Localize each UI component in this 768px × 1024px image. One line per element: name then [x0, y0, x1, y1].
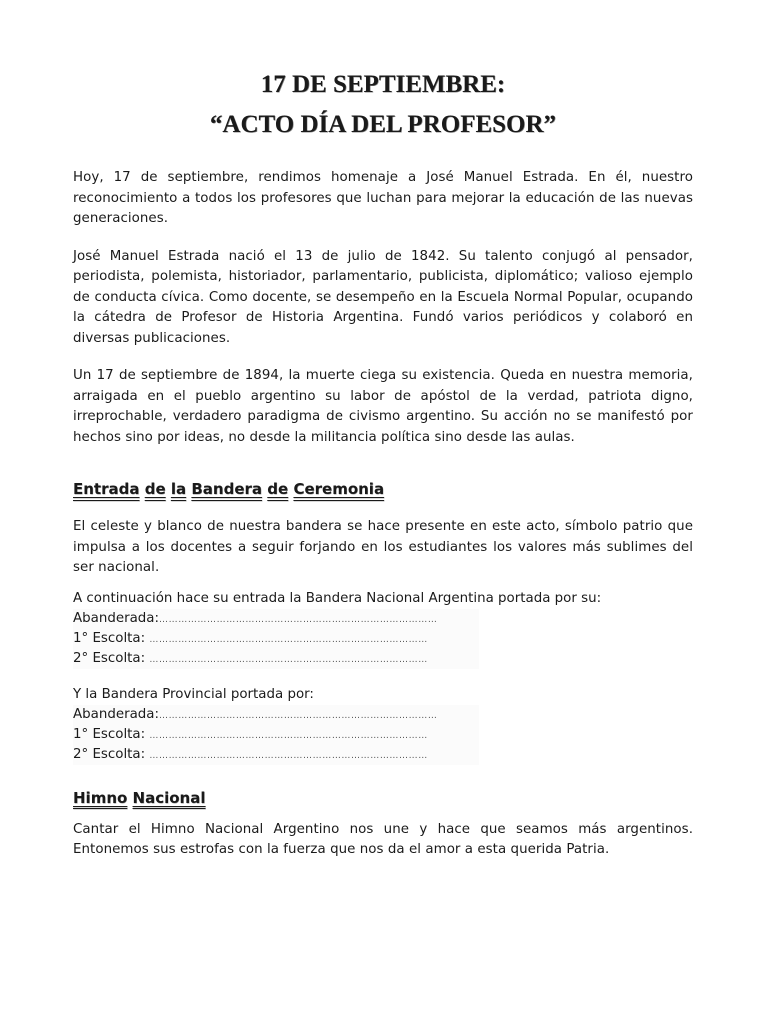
heading-word: Bandera [191, 480, 263, 498]
abanderada-field [73, 705, 479, 725]
field-blank: …………………………………………………………………………… [159, 710, 438, 721]
second-escolta-field [73, 649, 479, 669]
field-blank: …………………………………………………………………………… [149, 750, 428, 761]
field-label: 1° Escolta: [73, 726, 150, 742]
heading-bandera [73, 478, 693, 500]
heading-word: Entrada [73, 480, 140, 498]
heading-word: Ceremonia [293, 480, 385, 498]
paragraph-bandera-intro: El celeste y blanco de nuestra bandera se hace presente en este acto, símbolo patrio que impulsa a los docentes a seguir forjando en los estudiantes los valores más sublimes del ser nacional. [73, 519, 693, 575]
paragraph-biography: José Manuel Estrada nació el 13 de julio de 1842. Su talento conjugó al pensador, periodista, polemista, historiador, parlamentario, publicista, diplomático; valioso ejemplo de conducta cívica. Como docente, se desempeño en la Escuela Normal Popular, ocupando la cátedra de Profesor de Historia Argentina. Fundó varios periódicos y colaboró en diversas publicaciones. [73, 248, 693, 346]
bandera-provincial-label: Y la Bandera Provincial portada por: [73, 686, 314, 702]
title-date: 17 DE SEPTIEMBRE: [260, 71, 506, 98]
paragraph-himno: Cantar el Himno Nacional Argentino nos une y hace que seamos más argentinos. Entonemos sus estrofas con la fuerza que nos da el amor a esta querida Patria. [73, 821, 693, 857]
second-escolta-field [73, 745, 479, 765]
heading-word: de [144, 480, 166, 498]
heading-word: la [170, 480, 187, 498]
title-event: “ACTO DÍA DEL PROFESOR” [209, 111, 557, 138]
field-blank: …………………………………………………………………………… [149, 634, 428, 645]
bandera-nacional-label: A continuación hace su entrada la Bandera Nacional Argentina portada por su: [73, 590, 602, 606]
paragraph-intro: Hoy, 17 de septiembre, rendimos homenaje a José Manuel Estrada. En él, nuestro reconocimiento a todos los profesores que luchan para mejorar la educación de las nuevas generaciones. [73, 170, 693, 226]
heading-word: de [267, 480, 289, 498]
field-label: 1° Escolta: [73, 630, 150, 646]
paragraph-legacy: Un 17 de septiembre de 1894, la muerte ciega su existencia. Queda en nuestra memoria, arraigada en el pueblo argentino su labor de apóstol de la verdad, patriota digno, irreprochable, verdadero paradigma de civismo argentino. Su acción no se manifestó por hechos sino por ideas, no desde la militancia política sino desde las aulas. [73, 368, 693, 445]
heading-word: Nacional [132, 788, 206, 807]
field-blank: …………………………………………………………………………… [159, 614, 438, 625]
field-blank: …………………………………………………………………………… [149, 654, 428, 665]
field-label: Abanderada: [73, 706, 160, 722]
heading-himno [73, 787, 693, 809]
field-blank: …………………………………………………………………………… [149, 730, 428, 741]
field-label: Abanderada: [73, 610, 160, 626]
field-label: 2° Escolta: [73, 650, 150, 666]
abanderada-field [73, 609, 479, 629]
first-escolta-field [73, 725, 479, 745]
heading-word: Himno [73, 788, 128, 807]
document-page [73, 68, 693, 861]
field-label: 2° Escolta: [73, 746, 150, 762]
first-escolta-field [73, 629, 479, 649]
